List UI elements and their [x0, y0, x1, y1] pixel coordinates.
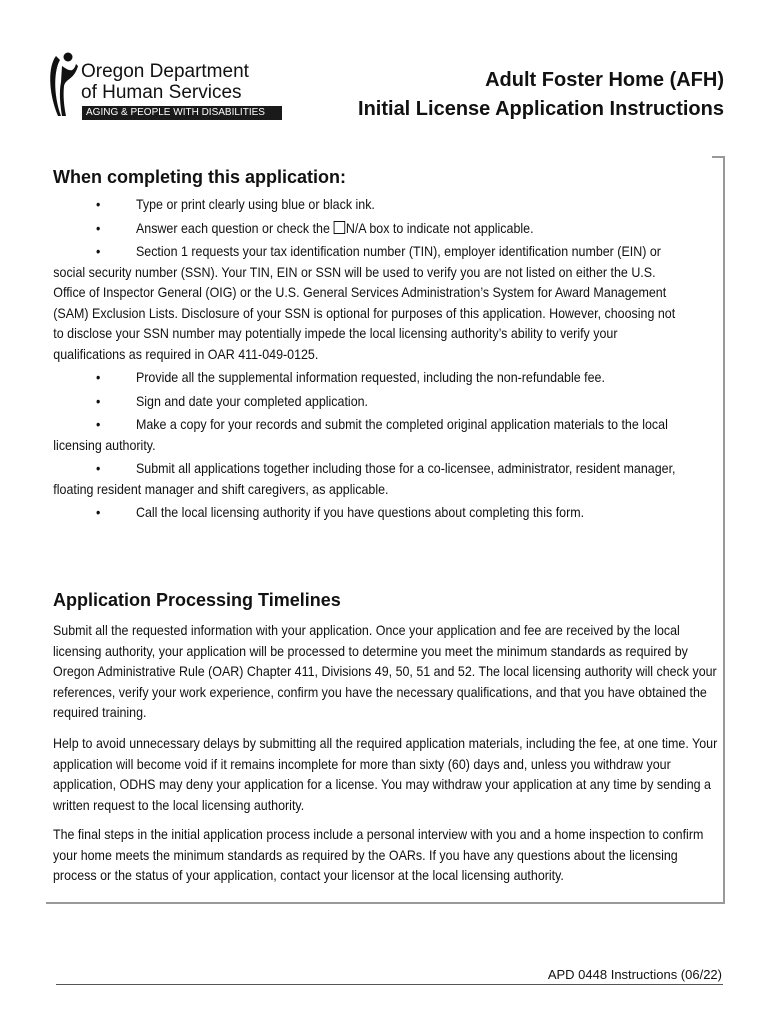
form-code: APD 0448 Instructions (06/22) — [547, 967, 722, 982]
bullet-dot: • — [96, 219, 101, 236]
list-item — [96, 502, 719, 523]
document-header — [358, 66, 724, 124]
section-heading-timelines: Application Processing Timelines — [53, 590, 341, 610]
logo-line-2: of Human Services — [81, 82, 242, 103]
bullet-dot: • — [96, 504, 101, 520]
bullet-dot: • — [96, 196, 101, 212]
agency-logo — [46, 52, 286, 122]
bullet-dot: • — [96, 392, 101, 409]
section-heading-completing: When completing this application: — [53, 167, 347, 187]
list-item-text: Submit all applications together including those for a co-licensee, administrator, resident manager, floating resident manager and shift caregivers, as applicable. — [53, 460, 676, 497]
list-item-text: Make a copy for your records and submit the completed original application materials to the local licensing authority. — [53, 416, 668, 453]
list-item-text: Type or print clearly using blue or black ink. — [135, 196, 375, 212]
bullet-dot: • — [96, 416, 101, 432]
list-item-text: Sign and date your completed application. — [135, 392, 369, 409]
list-item-text: Provide all the supplemental information requested, including the non-refundable fee. — [135, 369, 605, 385]
bullet-dot: • — [96, 369, 101, 385]
list-item — [96, 194, 719, 215]
bullet-dot: • — [96, 460, 101, 476]
logo-line-1: Oregon Department — [81, 61, 249, 82]
list-item-text: Call the local licensing authority if you have questions about completing this form. — [135, 504, 585, 520]
document-title-line-1: Adult Foster Home (AFH) — [485, 69, 724, 91]
list-item — [53, 367, 676, 388]
footer-divider — [56, 984, 723, 985]
instruction-list — [53, 194, 676, 526]
timelines-paragraph-3: The final steps in the initial application process include a personal interview with you and a home inspection to confirm your home meets the minimum standards as required by the OARs. If you have any questions about the licensing process or the status of your application, contact your licensor at the local licensing authority. — [53, 826, 704, 883]
frame-border-bottom — [46, 902, 725, 904]
frame-border-right — [723, 156, 725, 904]
list-item — [96, 391, 719, 412]
list-item-text: N/A box to indicate not applicable. — [345, 219, 534, 236]
timelines-paragraph-1: Submit all the requested information with your application. Once your application and fee are received by the local licensing authority, your application will be processed to determine you meet the minimum standards as required by Oregon Administrative Rule (OAR) Chapter 411, Divisions 49, 50, 51 and 52. The local licensing authority will check your references, verify your work experience, confirm you have the necessary qualifications, and that you have obtained the required training. — [53, 622, 717, 720]
person-figure-icon — [46, 52, 80, 118]
list-item — [53, 414, 676, 455]
list-item — [53, 241, 676, 364]
document-title-line-2: Initial License Application Instructions — [358, 98, 724, 120]
timelines-paragraph-2: Help to avoid unnecessary delays by submitting all the required application materials, including the fee, at one time. Your application will become void if it remains incomplete for more than sixty (60) days and, unless you withdraw your application, ODHS may deny your application for a license. You may withdraw your application at any time by sending a written request to the local licensing authority. — [53, 735, 718, 813]
bullet-dot: • — [96, 243, 101, 259]
logo-tagline: AGING & PEOPLE WITH DISABILITIES — [82, 106, 282, 120]
list-item-text: Section 1 requests your tax identification number (TIN), employer identification number (EIN) or social security number (SSN). Your TIN, EIN or SSN will be used to verify you are not listed on either the U.S. Office of Inspector General (OIG) or the U.S. General Services Administration’s System for Award Management (SAM) Exclusion Lists. Disclosure of your SSN is optional for purposes of this application. However, choosing not to disclose your SSN number may potentially impede the local licensing authority’s ability to verify your qualifications as required in OAR 411-049-0125. — [53, 243, 676, 362]
list-item — [96, 218, 719, 239]
checkbox-icon — [333, 221, 345, 234]
list-item-prefix: Answer each question or check the — [135, 219, 334, 236]
list-item — [53, 458, 676, 499]
